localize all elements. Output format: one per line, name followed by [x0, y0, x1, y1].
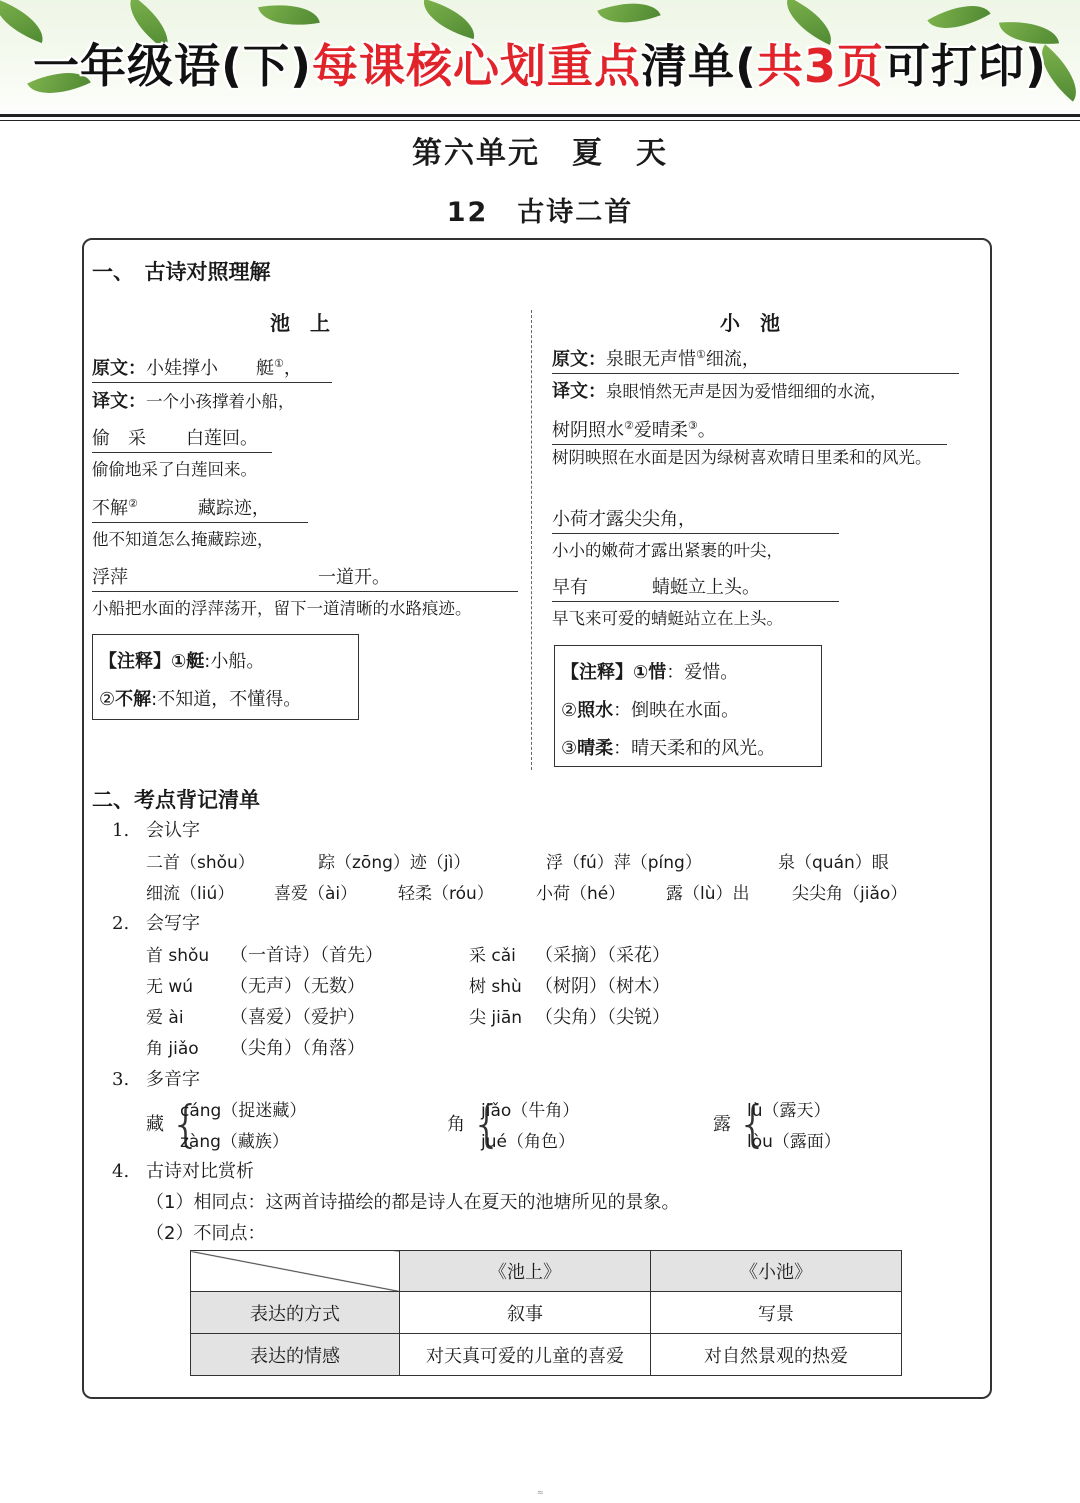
- item-label: 古诗对比赏析: [146, 1161, 254, 1182]
- poem-left-line4: [92, 563, 518, 592]
- recognize-word: 细流（liú）: [146, 884, 235, 904]
- poem-text: 偷 采: [92, 428, 146, 449]
- poem-text: 蜻蜓立上头。: [652, 577, 760, 598]
- recognize-word: 轻柔（róu）: [398, 884, 494, 904]
- poem-right-trans1: [552, 377, 887, 403]
- recognize-word: 踪（zōng）迹（jì）: [318, 853, 471, 873]
- header-rule: [0, 114, 1080, 117]
- poem-text: 爱晴柔: [633, 420, 688, 441]
- table-cell: 对自然景观的热爱: [651, 1334, 902, 1376]
- comparison-diff: （2）不同点：: [146, 1223, 266, 1244]
- note-label: 【注释】①: [99, 651, 187, 672]
- poem-text: 细流，: [705, 349, 760, 370]
- item-label: 会写字: [146, 913, 200, 934]
- poem-left-trans3: 他不知道怎么掩藏踪迹，: [92, 530, 274, 549]
- poem-text: 泉眼无声惜: [606, 349, 696, 370]
- brace-symbol: {: [471, 1095, 503, 1153]
- polyphone-reading: lòu（露面）: [747, 1132, 841, 1152]
- write-words: （尖角）（尖锐）: [535, 1007, 670, 1028]
- column-divider: [531, 310, 532, 770]
- table-header-cell: 《池上》: [400, 1251, 651, 1292]
- note-text: ：倒映在水面。: [613, 700, 740, 721]
- table-row: [191, 1292, 902, 1334]
- translation-text: 一个小孩撑着小船，: [146, 392, 295, 411]
- note-term: 照水: [577, 700, 614, 721]
- label: 原文：: [552, 349, 606, 370]
- recognize-word: 露（lù）出: [666, 884, 750, 904]
- brace-symbol: {: [737, 1095, 769, 1153]
- banner-title-part: 每课核心划重点: [311, 39, 641, 93]
- write-char: 树 shù: [469, 977, 522, 997]
- section2-heading: 二、考点背记清单: [92, 788, 260, 812]
- note-term: 晴柔: [577, 738, 614, 759]
- note-text: ：爱惜。: [666, 662, 739, 683]
- unit-title: 第六单元 夏 天: [412, 136, 668, 171]
- table-cell: 叙事: [400, 1292, 651, 1334]
- item-number: 1.: [112, 820, 130, 841]
- item4-heading: [112, 1157, 254, 1183]
- table-row: [191, 1251, 902, 1292]
- poem-title-right: 小 池: [720, 311, 780, 335]
- brace-symbol: {: [170, 1095, 202, 1153]
- poem-left-trans2: 偷偷地采了白莲回来。: [92, 460, 257, 479]
- poem-left-trans1: [92, 387, 295, 413]
- write-words: （树阴）（树木）: [535, 976, 670, 997]
- label: 译文：: [552, 381, 606, 402]
- note-label: ②: [561, 700, 578, 721]
- poem-right-line4: [552, 573, 839, 602]
- header-rule: [0, 120, 1080, 121]
- note-term: 不解: [115, 689, 152, 710]
- note-term: 艇: [186, 651, 205, 672]
- banner-title: [0, 30, 1080, 96]
- footnote-mark: ①: [274, 357, 284, 370]
- poem-right-line2: [552, 416, 947, 445]
- note-text: :小船。: [204, 651, 265, 672]
- poem-text: 藏踪迹，: [197, 498, 270, 519]
- poem-right-trans3: 小小的嫩荷才露出紧裹的叶尖，: [552, 541, 783, 560]
- note-line: [561, 734, 815, 760]
- write-char: 爱 ài: [146, 1008, 184, 1028]
- footnote-mark: ①: [696, 348, 706, 361]
- poem-text: 早有: [552, 577, 588, 598]
- note-label: 【注释】①: [561, 662, 649, 683]
- note-box-right: [554, 645, 822, 767]
- poem-text: 白莲回。: [186, 428, 258, 449]
- poem-text: 树阴照水: [552, 420, 624, 441]
- table-corner-cell: [191, 1251, 400, 1292]
- note-box-left: [92, 634, 359, 720]
- item3-heading: [112, 1065, 200, 1091]
- translation-text: 泉眼悄然无声是因为爱惜细细的水流，: [606, 382, 887, 401]
- table-row: [191, 1334, 902, 1376]
- note-line: [99, 647, 352, 673]
- polyphone-char: 角: [447, 1114, 465, 1135]
- poem-text: 一道开。: [318, 567, 390, 588]
- polyphone-reading: jiǎo（牛角）: [481, 1101, 580, 1121]
- poem-right-trans4: 早飞来可爱的蜻蜓站立在上头。: [552, 609, 783, 628]
- poem-right-line1: [552, 345, 959, 374]
- poem-left-trans4: 小船把水面的浮萍荡开，留下一道清晰的水路痕迹。: [92, 599, 472, 618]
- poem-right-line3: 小荷才露尖尖角，: [552, 505, 839, 534]
- polyphone-char: 露: [713, 1114, 731, 1135]
- polyphone-group: [447, 1094, 647, 1154]
- poem-text: 。: [697, 420, 716, 441]
- write-char: 角 jiǎo: [146, 1039, 199, 1059]
- table-cell: 写景: [651, 1292, 902, 1334]
- banner-title-part: 清单(: [640, 39, 758, 93]
- polyphone-reading: zàng（藏族）: [180, 1132, 289, 1152]
- note-term: 惜: [648, 662, 667, 683]
- write-char: 采 cǎi: [469, 946, 516, 966]
- polyphone-group: [713, 1094, 913, 1154]
- label: 原文：: [92, 358, 146, 379]
- footer-mark: ≈: [537, 1488, 544, 1497]
- banner-title-part: 可打印): [884, 39, 1048, 93]
- write-words: （喜爱）（爱护）: [230, 1007, 365, 1028]
- label: 译文：: [92, 391, 146, 412]
- item-number: 3.: [112, 1069, 130, 1090]
- poem-left-line3: [92, 494, 308, 523]
- note-line: [561, 696, 815, 722]
- poem-text: 小娃撑小: [146, 358, 218, 379]
- item1-heading: [112, 816, 200, 842]
- write-char: 首 shǒu: [146, 946, 210, 966]
- comparison-table: [190, 1250, 902, 1376]
- item-label: 多音字: [146, 1069, 200, 1090]
- recognize-word: 尖尖角（jiǎo）: [792, 884, 908, 904]
- item2-heading: [112, 909, 200, 935]
- note-line: [561, 658, 815, 684]
- write-words: （无声）（无数）: [230, 976, 365, 997]
- banner-title-part: 一年级语(下): [32, 39, 312, 93]
- leaf-decoration: [258, 0, 320, 33]
- table-row-header: 表达的方式: [191, 1292, 400, 1334]
- footnote-mark: ②: [624, 419, 634, 432]
- note-line: [99, 685, 352, 711]
- write-char: 无 wú: [146, 977, 194, 997]
- footnote-mark: ②: [128, 497, 138, 510]
- item-number: 4.: [112, 1161, 130, 1182]
- recognize-word: 小荷（hé）: [536, 884, 626, 904]
- note-text: :不知道，不懂得。: [151, 689, 302, 710]
- note-label: ③: [561, 738, 578, 759]
- poem-text: ，: [283, 358, 302, 379]
- header-banner: [0, 0, 1080, 118]
- recognize-word: 二首（shǒu）: [146, 853, 255, 873]
- poem-text: 不解: [92, 498, 128, 519]
- poem-text: 艇: [256, 358, 274, 379]
- write-words: （采摘）（采花）: [535, 945, 670, 966]
- write-words: （尖角）（角落）: [230, 1038, 365, 1059]
- table-cell: 对天真可爱的儿童的喜爱: [400, 1334, 651, 1376]
- note-text: ：晴天柔和的风光。: [613, 738, 776, 759]
- table-row-header: 表达的情感: [191, 1334, 400, 1376]
- recognize-word: 泉（quán）眼: [778, 853, 889, 873]
- polyphone-group: [146, 1094, 346, 1154]
- polyphone-reading: lù（露天）: [747, 1101, 831, 1121]
- note-label: ②: [99, 689, 116, 710]
- item-label: 会认字: [146, 820, 200, 841]
- poem-left-line2: [92, 424, 272, 453]
- polyphone-char: 藏: [146, 1114, 164, 1135]
- recognize-word: 喜爱（ài）: [274, 884, 358, 904]
- lesson-title: 12 古诗二首: [446, 197, 634, 228]
- polyphone-reading: cáng（捉迷藏）: [180, 1101, 307, 1121]
- footnote-mark: ③: [687, 419, 698, 432]
- poem-title-left: 池 上: [270, 311, 330, 335]
- banner-title-part: 共3页: [757, 39, 885, 93]
- table-header-cell: 《小池》: [651, 1251, 902, 1292]
- write-words: （一首诗）（首先）: [230, 945, 383, 966]
- poem-text: 浮萍: [92, 567, 128, 588]
- poem-left-line1: [92, 354, 332, 383]
- recognize-word: 浮（fú）萍（píng）: [546, 853, 702, 873]
- section1-heading: 一、 古诗对照理解: [92, 260, 271, 284]
- write-char: 尖 jiān: [469, 1008, 523, 1028]
- polyphone-reading: jué（角色）: [481, 1132, 575, 1152]
- poem-right-trans2: 树阴映照在水面是因为绿树喜欢晴日里柔和的风光。: [552, 448, 932, 467]
- comparison-same: （1）相同点：这两首诗描绘的都是诗人在夏天的池塘所见的景象。: [146, 1192, 680, 1213]
- item-number: 2.: [112, 913, 130, 934]
